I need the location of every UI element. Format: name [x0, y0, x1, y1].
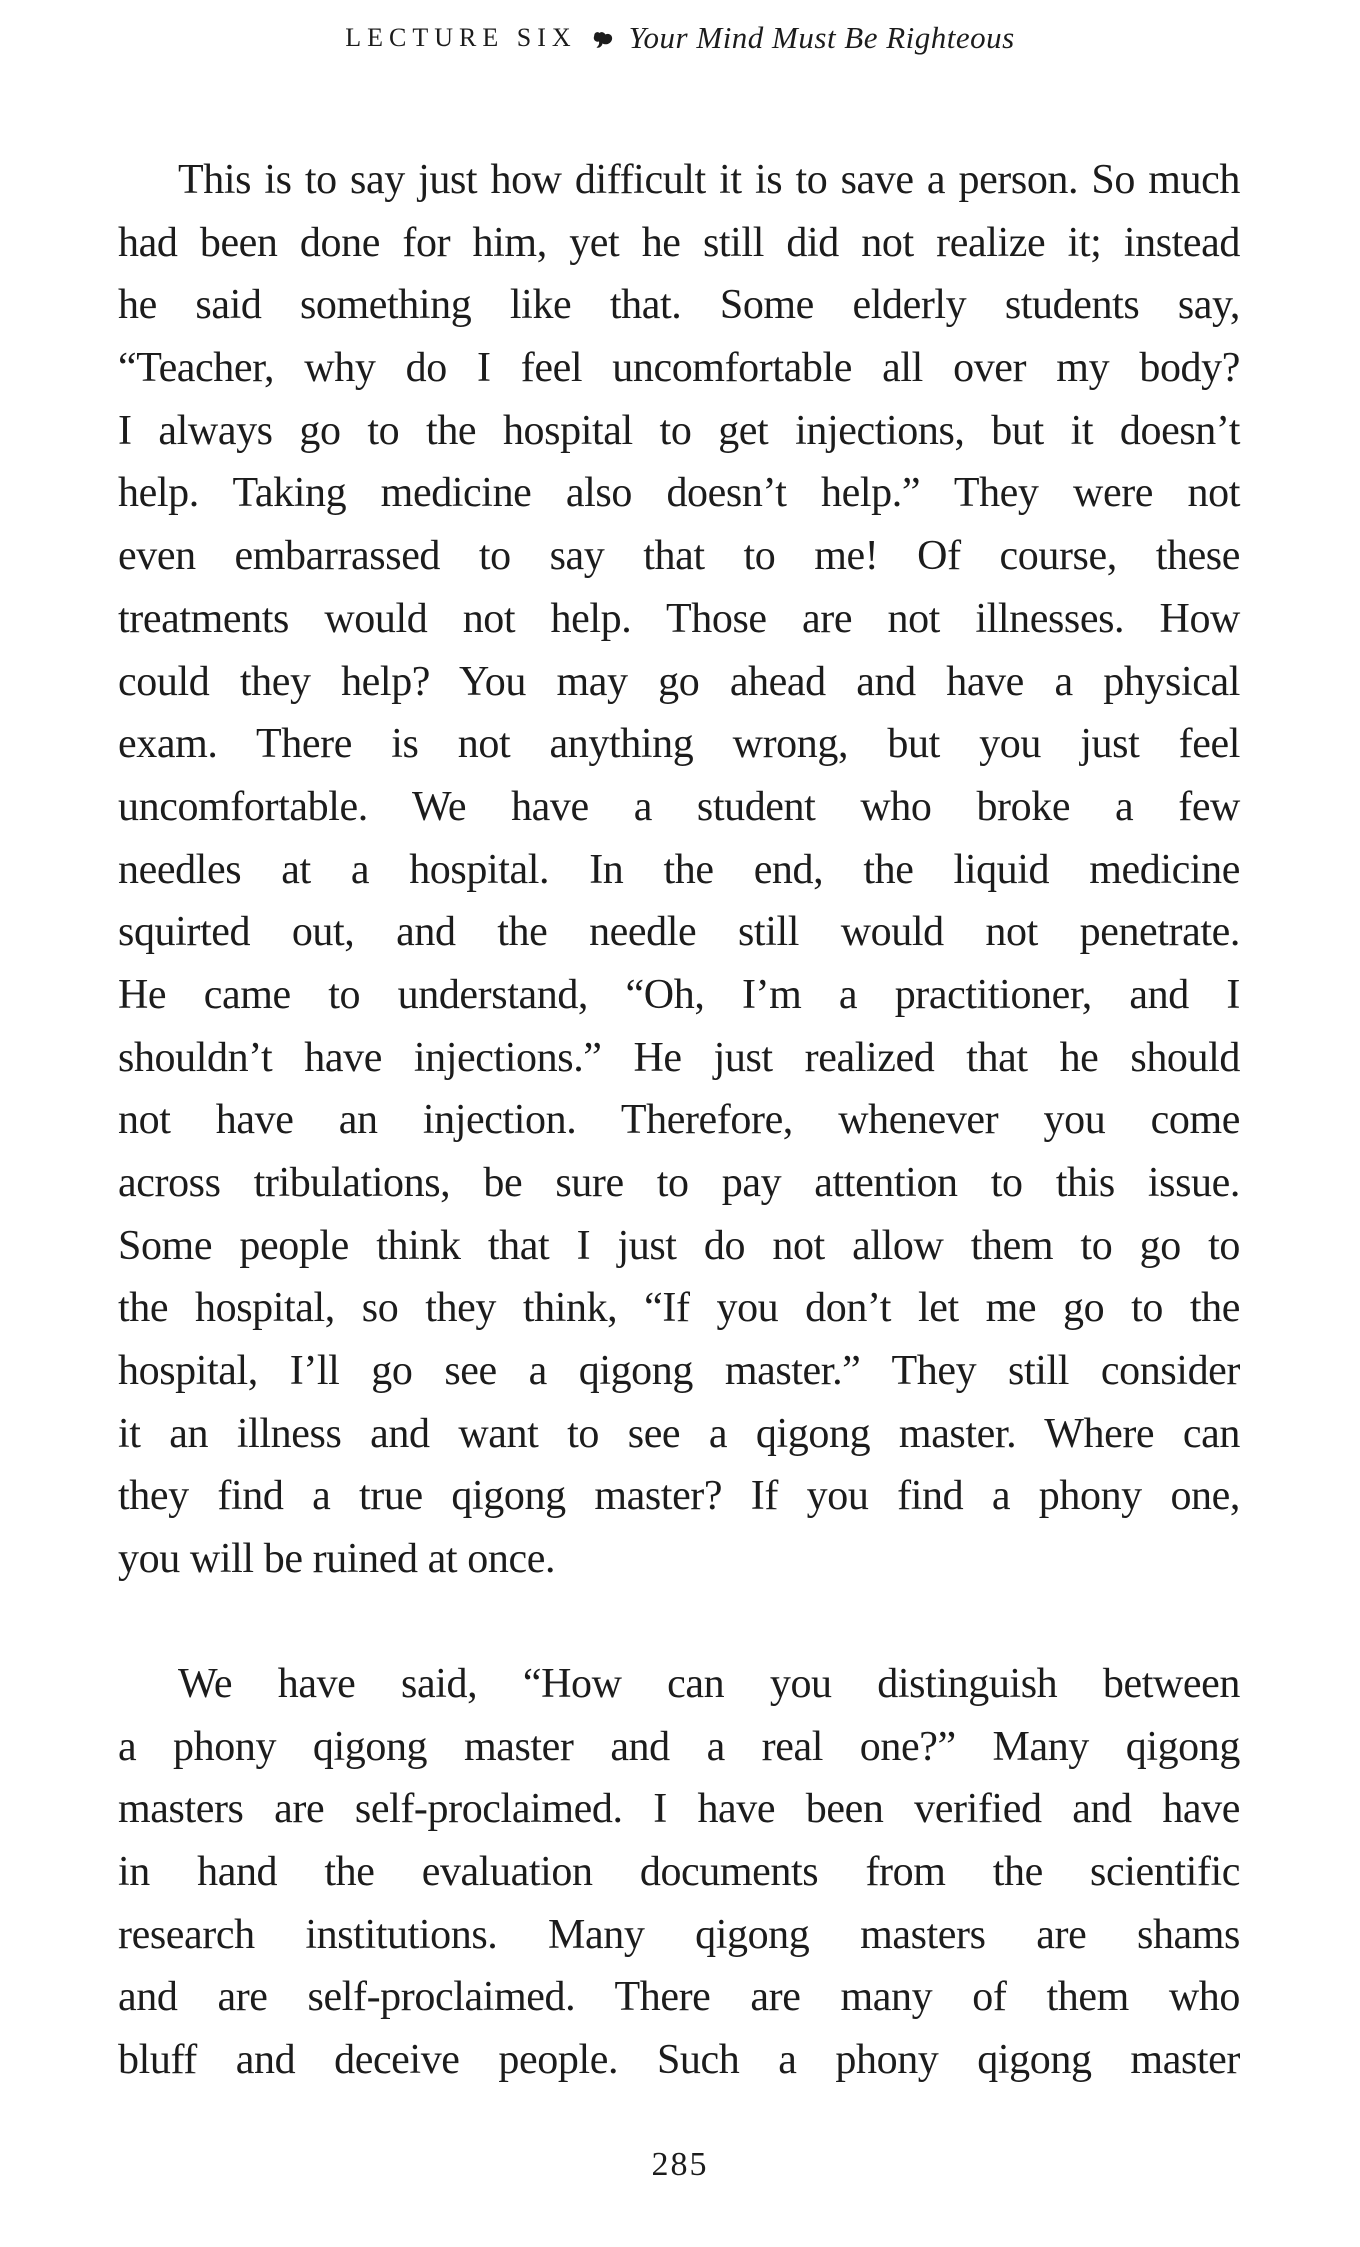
text-line: a phony qigong master and a real one?” Many qigong [118, 1723, 1240, 1770]
running-header [0, 20, 1360, 56]
text-line: uncomfortable. We have a student who broke a few [118, 783, 1240, 830]
text-line: He came to understand, “Oh, I’m a practitioner, and I [118, 971, 1240, 1018]
text-line: in hand the evaluation documents from the scientific [118, 1848, 1240, 1895]
hedera-leaf-icon [591, 30, 615, 50]
text-line: you will be ruined at once. [118, 1536, 556, 1583]
text-line: bluff and deceive people. Such a phony qigong master [118, 2036, 1240, 2083]
text-line: had been done for him, yet he still did not realize it; instead [118, 219, 1240, 266]
text-line: “Teacher, why do I feel uncomfortable all over my body? [118, 345, 1240, 392]
text-line: masters are self-proclaimed. I have been verified and have [118, 1786, 1240, 1833]
text-line: I always go to the hospital to get injections, but it doesn’t [118, 407, 1240, 454]
text-line: they find a true qigong master? If you find a phony one, [118, 1473, 1240, 1520]
text-line: Some people think that I just do not allow them to go to [118, 1222, 1240, 1269]
text-line: and are self-proclaimed. There are many of them who [118, 1974, 1240, 2021]
text-line: the hospital, so they think, “If you don’t let me go to the [118, 1285, 1240, 1332]
text-line: research institutions. Many qigong masters are shams [118, 1911, 1240, 1958]
text-line: across tribulations, be sure to pay attention to this issue. [118, 1160, 1240, 1206]
text-line: not have an injection. Therefore, whenever you come [118, 1097, 1240, 1144]
text-line: could they help? You may go ahead and have a physical [118, 658, 1240, 705]
paragraph-1 [118, 149, 1240, 1591]
text-line: it an illness and want to see a qigong master. Where can [118, 1410, 1240, 1457]
text-line: shouldn’t have injections.” He just realized that he should [118, 1034, 1240, 1081]
text-line: We have said, “How can you distinguish between [178, 1660, 1240, 1707]
text-line: This is to say just how difficult it is to save a person. So much [178, 157, 1240, 203]
paragraph-2 [118, 1653, 1240, 2092]
chapter-title-label: Your Mind Must Be Righteous [628, 20, 1015, 55]
text-line: hospital, I’ll go see a qigong master.” They still consider [118, 1348, 1240, 1395]
text-line: needles at a hospital. In the end, the liquid medicine [118, 846, 1240, 893]
text-line: help. Taking medicine also doesn’t help.” They were not [118, 470, 1240, 517]
page-number: 285 [651, 2146, 709, 2183]
text-line: treatments would not help. Those are not illnesses. How [118, 595, 1240, 642]
body-text [118, 149, 1240, 2092]
text-line: even embarrassed to say that to me! Of course, these [118, 533, 1240, 580]
text-line: squirted out, and the needle still would not penetrate. [118, 909, 1240, 956]
lecture-number-label: LECTURE SIX [345, 23, 577, 52]
text-line: exam. There is not anything wrong, but you just feel [118, 721, 1240, 768]
text-line: he said something like that. Some elderly students say, [118, 282, 1240, 329]
